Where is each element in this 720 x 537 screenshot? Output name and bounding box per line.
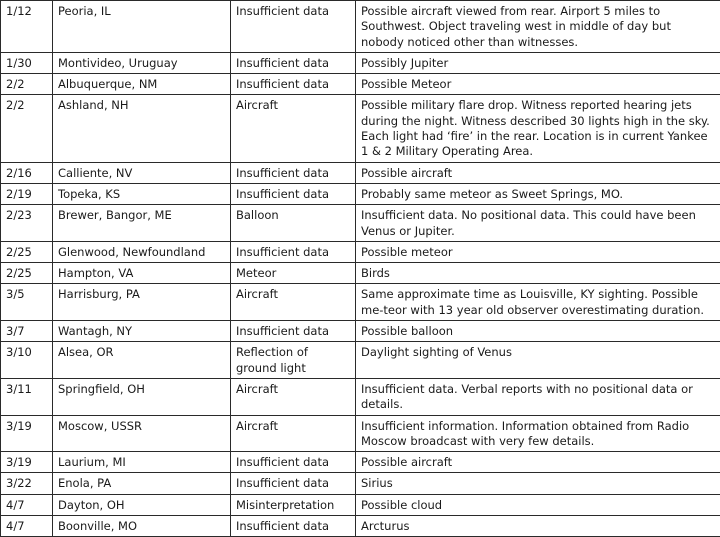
- comments-cell: Insufficient information. Information obtained from Radio Moscow broadcast with very few details.: [356, 415, 720, 452]
- location-cell: Wantagh, NY: [53, 321, 231, 342]
- location-cell: Peoria, IL: [53, 1, 231, 53]
- table-row: [1, 162, 720, 183]
- date-cell: 2/16: [1, 162, 53, 183]
- table-row: [1, 263, 720, 284]
- evaluation-cell: Insufficient data: [231, 1, 356, 53]
- comments-cell: Possible meteor: [356, 241, 720, 262]
- comments-cell: Possible military flare drop. Witness reported hearing jets during the night. Witness described 30 lights high in the sky. Each light had ‘fire’ in the rear. Location is in current Yankee 1 & 2 Military Operating Area.: [356, 95, 720, 162]
- table-row: [1, 95, 720, 162]
- location-cell: Dayton, OH: [53, 494, 231, 515]
- date-cell: 3/7: [1, 321, 53, 342]
- location-cell: Brewer, Bangor, ME: [53, 205, 231, 242]
- comments-cell: Arcturus: [356, 516, 720, 537]
- evaluation-cell: Balloon: [231, 205, 356, 242]
- comments-cell: Possible aircraft: [356, 162, 720, 183]
- date-cell: 1/30: [1, 52, 53, 73]
- location-cell: Topeka, KS: [53, 183, 231, 204]
- evaluation-cell: Insufficient data: [231, 183, 356, 204]
- date-cell: 2/2: [1, 95, 53, 162]
- date-cell: 4/7: [1, 494, 53, 515]
- date-cell: 2/25: [1, 241, 53, 262]
- evaluation-cell: Aircraft: [231, 284, 356, 321]
- location-cell: Springfield, OH: [53, 378, 231, 415]
- date-cell: 1/12: [1, 1, 53, 53]
- table-row: [1, 516, 720, 537]
- comments-cell: Possible aircraft viewed from rear. Airport 5 miles to Southwest. Object traveling west in middle of day but nobody noticed other than witnesses.: [356, 1, 720, 53]
- table-row: [1, 284, 720, 321]
- comments-cell: Probably same meteor as Sweet Springs, MO.: [356, 183, 720, 204]
- date-cell: 3/22: [1, 473, 53, 494]
- table-row: [1, 473, 720, 494]
- location-cell: Ashland, NH: [53, 95, 231, 162]
- comments-cell: Insufficient data. No positional data. This could have been Venus or Jupiter.: [356, 205, 720, 242]
- comments-cell: Same approximate time as Louisville, KY sighting. Possible me-teor with 13 year old observer overestimating duration.: [356, 284, 720, 321]
- evaluation-cell: Aircraft: [231, 415, 356, 452]
- comments-cell: Possible cloud: [356, 494, 720, 515]
- comments-cell: Daylight sighting of Venus: [356, 342, 720, 379]
- date-cell: 3/19: [1, 415, 53, 452]
- date-cell: 3/5: [1, 284, 53, 321]
- comments-cell: Birds: [356, 263, 720, 284]
- evaluation-cell: Insufficient data: [231, 473, 356, 494]
- comments-cell: Possible aircraft: [356, 452, 720, 473]
- table-row: [1, 1, 720, 53]
- comments-cell: Sirius: [356, 473, 720, 494]
- location-cell: Moscow, USSR: [53, 415, 231, 452]
- evaluation-cell: Insufficient data: [231, 74, 356, 95]
- date-cell: 4/7: [1, 516, 53, 537]
- location-cell: Montivideo, Uruguay: [53, 52, 231, 73]
- date-cell: 2/25: [1, 263, 53, 284]
- evaluation-cell: Insufficient data: [231, 516, 356, 537]
- location-cell: Harrisburg, PA: [53, 284, 231, 321]
- table-row: [1, 452, 720, 473]
- location-cell: Boonville, MO: [53, 516, 231, 537]
- location-cell: Enola, PA: [53, 473, 231, 494]
- evaluation-cell: Insufficient data: [231, 162, 356, 183]
- location-cell: Glenwood, Newfoundland: [53, 241, 231, 262]
- table-row: [1, 378, 720, 415]
- comments-cell: Possible Meteor: [356, 74, 720, 95]
- comments-cell: Possibly Jupiter: [356, 52, 720, 73]
- evaluation-cell: Meteor: [231, 263, 356, 284]
- evaluation-cell: Aircraft: [231, 378, 356, 415]
- evaluation-cell: Insufficient data: [231, 452, 356, 473]
- location-cell: Hampton, VA: [53, 263, 231, 284]
- evaluation-cell: Reflection of ground light: [231, 342, 356, 379]
- date-cell: 2/2: [1, 74, 53, 95]
- sightings-table-body: [1, 1, 720, 537]
- date-cell: 3/19: [1, 452, 53, 473]
- evaluation-cell: Aircraft: [231, 95, 356, 162]
- location-cell: Laurium, MI: [53, 452, 231, 473]
- date-cell: 3/10: [1, 342, 53, 379]
- location-cell: Albuquerque, NM: [53, 74, 231, 95]
- date-cell: 2/23: [1, 205, 53, 242]
- evaluation-cell: Insufficient data: [231, 241, 356, 262]
- date-cell: 3/11: [1, 378, 53, 415]
- location-cell: Alsea, OR: [53, 342, 231, 379]
- comments-cell: Insufficient data. Verbal reports with no positional data or details.: [356, 378, 720, 415]
- table-row: [1, 205, 720, 242]
- table-row: [1, 241, 720, 262]
- table-row: [1, 74, 720, 95]
- table-row: [1, 494, 720, 515]
- comments-cell: Possible balloon: [356, 321, 720, 342]
- evaluation-cell: Insufficient data: [231, 321, 356, 342]
- table-row: [1, 415, 720, 452]
- location-cell: Calliente, NV: [53, 162, 231, 183]
- table-row: [1, 183, 720, 204]
- table-row: [1, 342, 720, 379]
- evaluation-cell: Insufficient data: [231, 52, 356, 73]
- table-row: [1, 321, 720, 342]
- date-cell: 2/19: [1, 183, 53, 204]
- table-row: [1, 52, 720, 73]
- evaluation-cell: Misinterpretation: [231, 494, 356, 515]
